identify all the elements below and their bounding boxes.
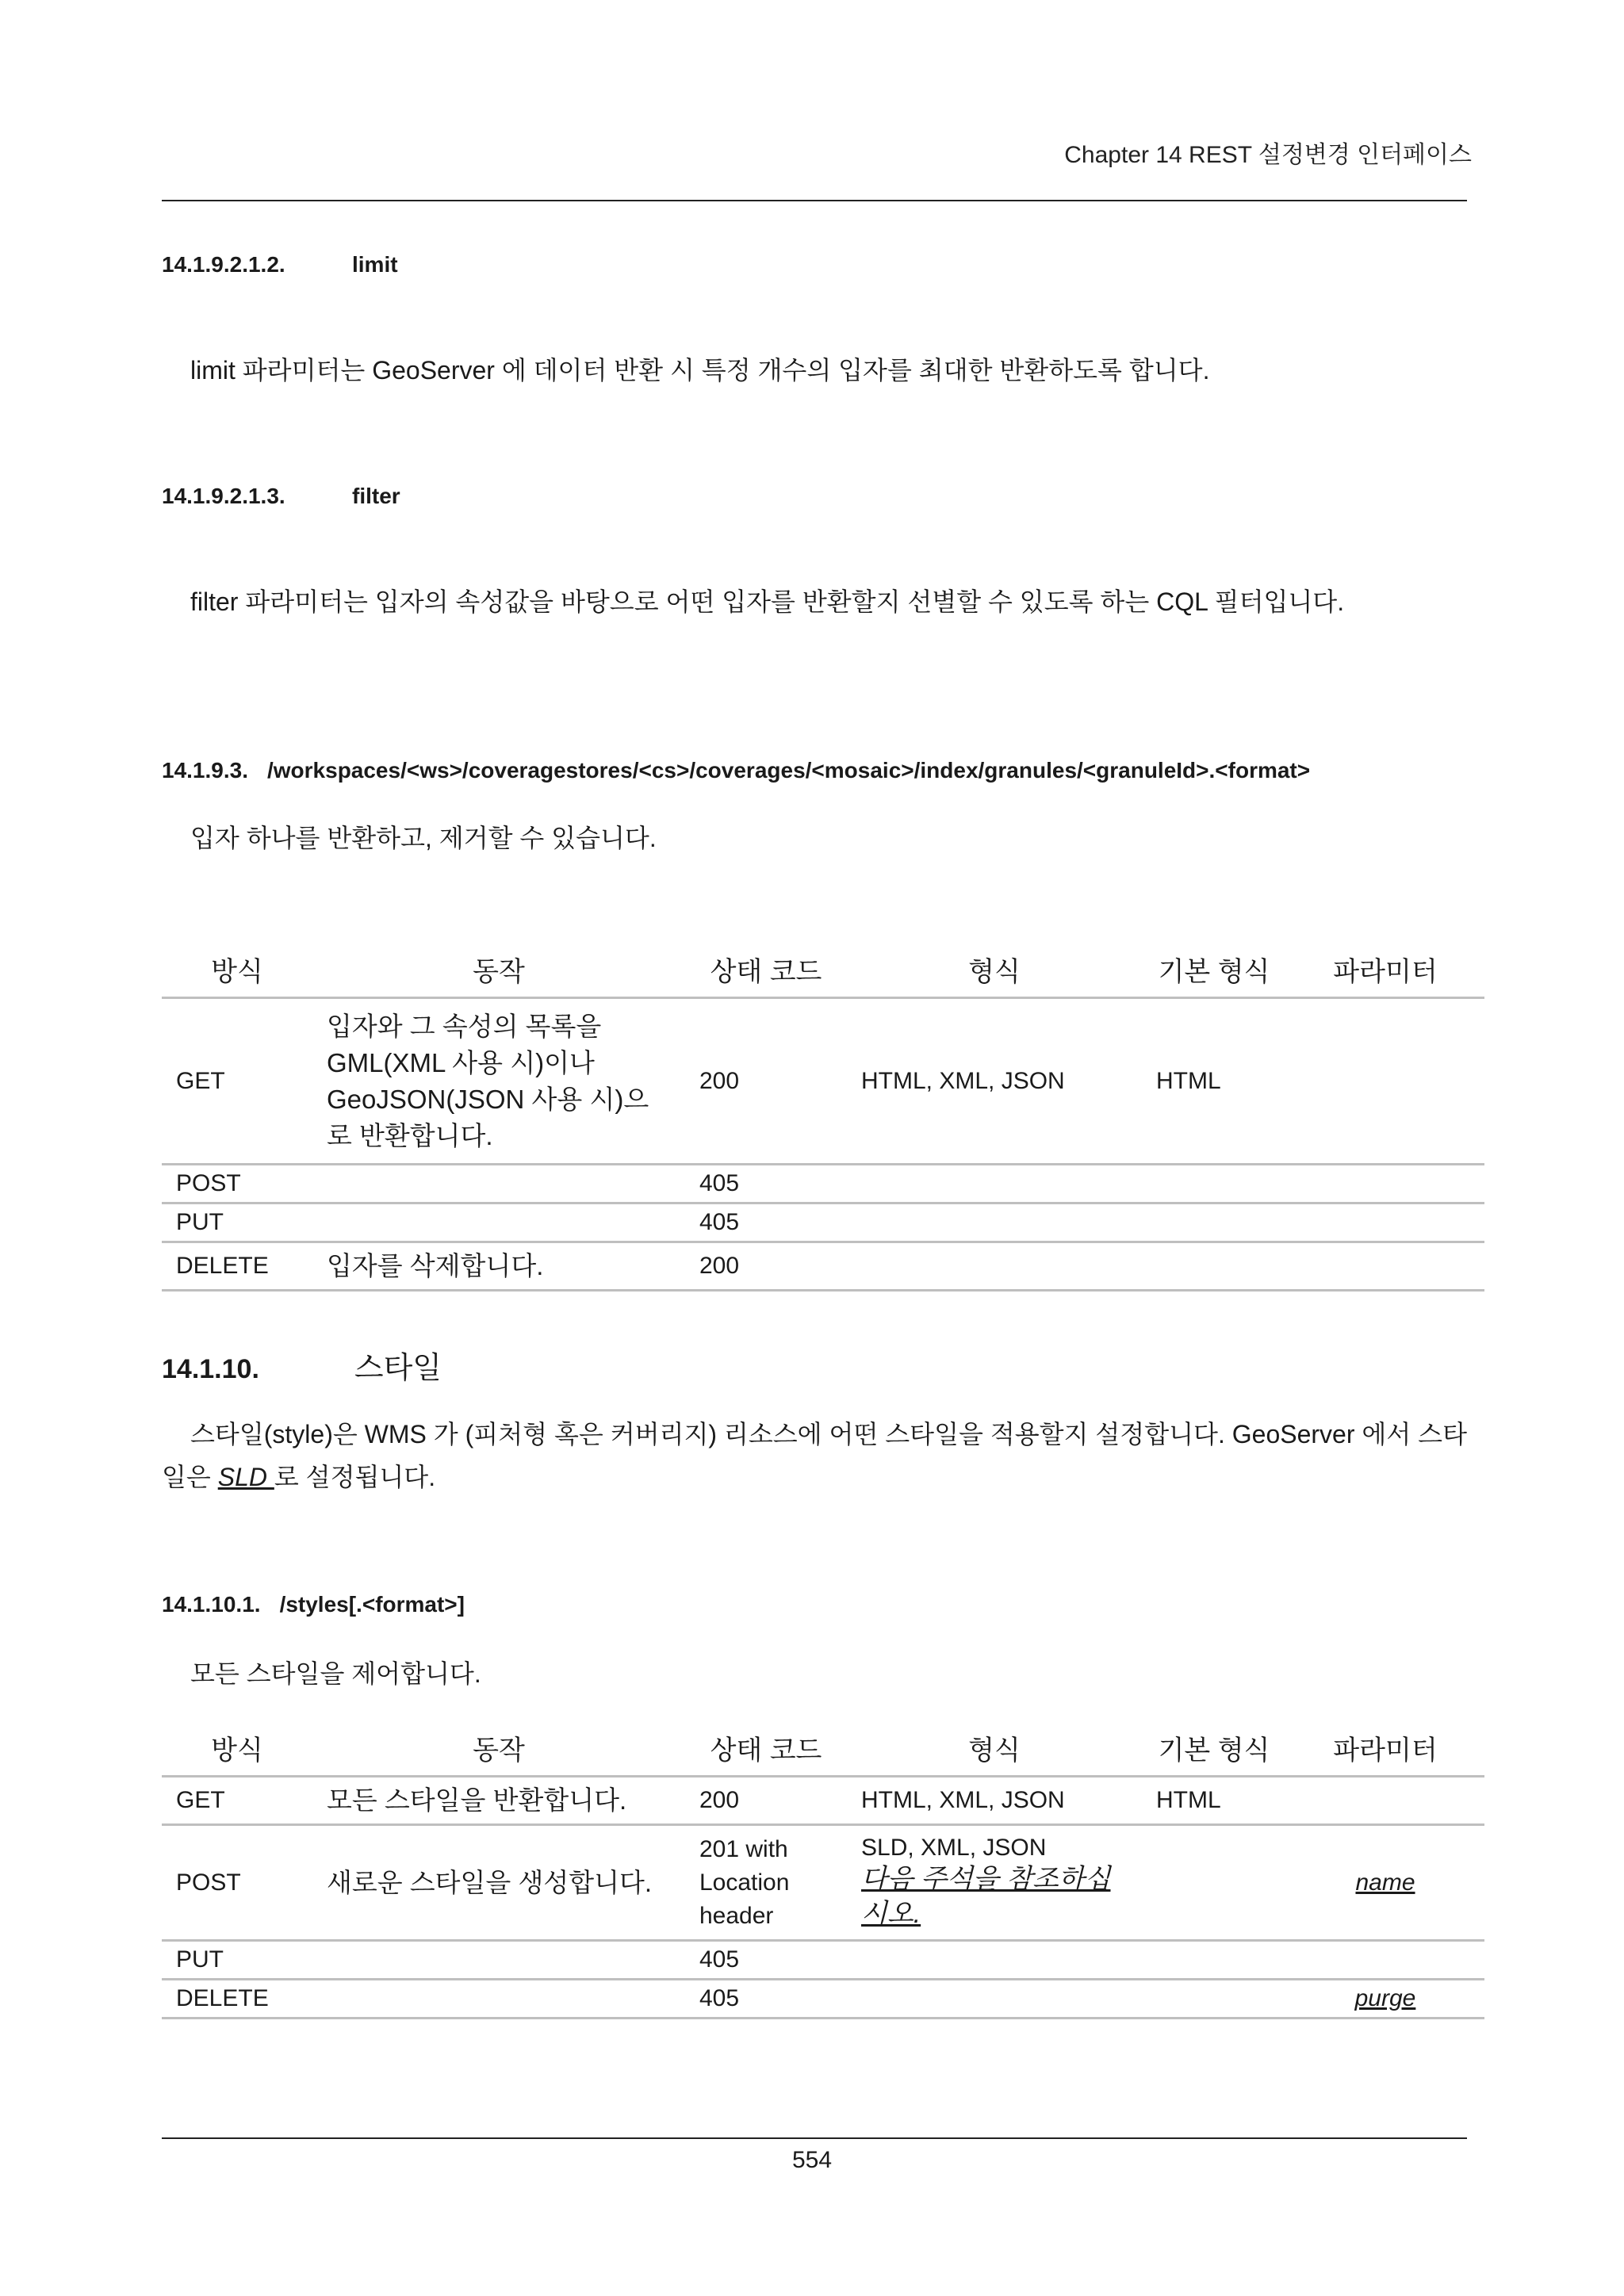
method-cell: PUT [162, 1941, 312, 1980]
heading-number: 14.1.10. [162, 1354, 259, 1384]
status-cell: 405 [685, 1165, 847, 1203]
default-format-cell: HTML [1142, 998, 1286, 1165]
style-text-after: 로 설정됩니다. [274, 1463, 436, 1491]
styles-operations-table [162, 1724, 1484, 2019]
page-number: 554 [791, 2147, 833, 2173]
column-header: 형식 [847, 945, 1142, 998]
default-format-cell [1142, 1825, 1286, 1941]
granule-operations-table [162, 945, 1484, 1292]
default-format-cell [1142, 1980, 1286, 2019]
status-cell: 201 with Location header [685, 1825, 847, 1941]
table-header-row [162, 945, 1484, 998]
action-cell: 입자를 삭제합니다. [312, 1242, 685, 1291]
action-cell: 입자와 그 속성의 목록을 GML(XML 사용 시)이나 GeoJSON(JSON 사용 시)으로 반환합니다. [312, 998, 685, 1165]
params-cell [1286, 1825, 1484, 1941]
format-cell: HTML, XML, JSON [847, 998, 1142, 1165]
style-description [162, 1413, 1467, 1498]
default-format-cell [1142, 1203, 1286, 1242]
format-list: SLD, XML, JSON [861, 1834, 1047, 1861]
heading-style [162, 1343, 442, 1387]
format-cell: HTML, XML, JSON [847, 1777, 1142, 1825]
default-format-cell: HTML [1142, 1777, 1286, 1825]
action-cell [312, 1941, 685, 1980]
format-note-link[interactable]: 다음 주석을 참조하십시오. [861, 1863, 1111, 1929]
heading-title: /styles[.<format>] [279, 1592, 465, 1617]
method-cell: POST [162, 1825, 312, 1941]
granule-description: 입자 하나를 반환하고, 제거할 수 있습니다. [190, 824, 657, 852]
table-header-row [162, 1724, 1484, 1777]
status-cell: 200 [685, 998, 847, 1165]
params-cell [1286, 1941, 1484, 1980]
method-cell: DELETE [162, 1980, 312, 2019]
column-header: 방식 [162, 945, 312, 998]
action-cell [312, 1980, 685, 2019]
column-header: 기본 형식 [1142, 1724, 1286, 1777]
table-row [162, 1242, 1484, 1291]
column-header: 동작 [312, 1724, 685, 1777]
method-cell: PUT [162, 1203, 312, 1242]
action-cell: 모든 스타일을 반환합니다. [312, 1777, 685, 1825]
status-cell: 200 [685, 1777, 847, 1825]
styles-description: 모든 스타일을 제어합니다. [190, 1659, 481, 1688]
column-header: 상태 코드 [685, 1724, 847, 1777]
sld-link[interactable]: SLD [217, 1463, 274, 1491]
default-format-cell [1142, 1941, 1286, 1980]
table-row [162, 1777, 1484, 1825]
heading-number: 14.1.9.3. [162, 758, 248, 783]
column-header: 방식 [162, 1724, 312, 1777]
heading-title: /workspaces/<ws>/coveragestores/<cs>/coverages/<mosaic>/index/granules/<granuleId>.<format> [266, 758, 1311, 783]
method-cell: GET [162, 998, 312, 1165]
heading-title: limit [352, 252, 398, 277]
heading-number: 14.1.9.2.1.2. [162, 252, 285, 277]
column-header: 형식 [847, 1724, 1142, 1777]
heading-styles [162, 1592, 465, 1617]
footer-rule [162, 2137, 1467, 2139]
limit-description: limit 파라미터는 GeoServer 에 데이터 반환 시 특정 개수의 입자를 최대한 반환하도록 합니다. [190, 356, 1210, 385]
column-header: 파라미터 [1286, 945, 1484, 998]
default-format-cell [1142, 1165, 1286, 1203]
params-cell [1286, 1242, 1484, 1291]
params-cell [1286, 998, 1484, 1165]
method-cell: POST [162, 1165, 312, 1203]
status-cell: 405 [685, 1980, 847, 2019]
column-header: 파라미터 [1286, 1724, 1484, 1777]
format-cell [847, 1825, 1142, 1941]
method-cell: GET [162, 1777, 312, 1825]
column-header: 기본 형식 [1142, 945, 1286, 998]
format-cell [847, 1941, 1142, 1980]
style-text-before: 스타일(style)은 WMS 가 (피처형 혹은 커버리지) 리소스에 어떤 스타일을 적용할지 설정합니다. GeoServer 에서 스타일은 [162, 1420, 1467, 1491]
running-header: Chapter 14 REST 설정변경 인터페이스 [1064, 142, 1472, 168]
header-rule [162, 200, 1467, 201]
format-cell [847, 1203, 1142, 1242]
heading-title: 스타일 [354, 1352, 442, 1385]
default-format-cell [1142, 1242, 1286, 1291]
heading-limit [162, 252, 398, 277]
table-row [162, 1165, 1484, 1203]
params-cell [1286, 1203, 1484, 1242]
format-cell [847, 1980, 1142, 2019]
status-cell: 405 [685, 1203, 847, 1242]
status-cell: 405 [685, 1941, 847, 1980]
heading-granule [162, 758, 1310, 783]
param-name-link[interactable]: name [1355, 1869, 1415, 1896]
status-cell: 200 [685, 1242, 847, 1291]
params-cell [1286, 1165, 1484, 1203]
param-purge-link[interactable]: purge [1354, 1985, 1416, 2011]
action-cell: 새로운 스타일을 생성합니다. [312, 1825, 685, 1941]
heading-filter [162, 484, 400, 509]
heading-number: 14.1.9.2.1.3. [162, 484, 285, 508]
table-row [162, 1203, 1484, 1242]
heading-title: filter [352, 484, 400, 508]
table-row [162, 1941, 1484, 1980]
method-cell: DELETE [162, 1242, 312, 1291]
action-cell [312, 1203, 685, 1242]
table-row [162, 1825, 1484, 1941]
format-cell [847, 1242, 1142, 1291]
table-row [162, 1980, 1484, 2019]
params-cell [1286, 1980, 1484, 2019]
heading-number: 14.1.10.1. [162, 1592, 261, 1617]
format-cell [847, 1165, 1142, 1203]
filter-description: filter 파라미터는 입자의 속성값을 바탕으로 어떤 입자를 반환할지 선별할 수 있도록 하는 CQL 필터입니다. [190, 587, 1345, 616]
column-header: 동작 [312, 945, 685, 998]
params-cell [1286, 1777, 1484, 1825]
column-header: 상태 코드 [685, 945, 847, 998]
action-cell [312, 1165, 685, 1203]
table-row [162, 998, 1484, 1165]
